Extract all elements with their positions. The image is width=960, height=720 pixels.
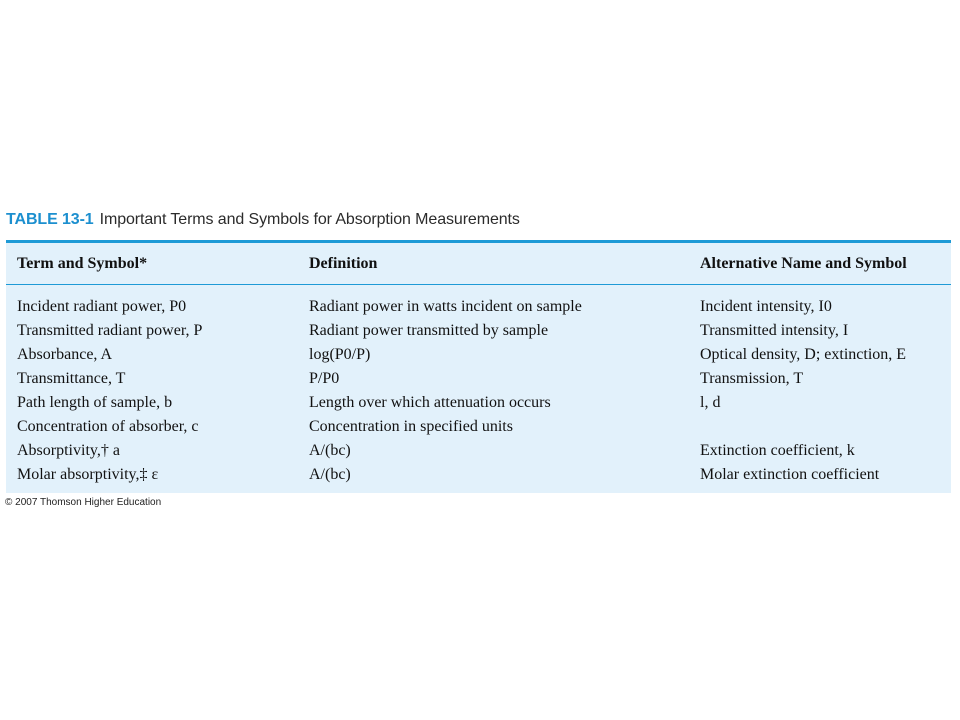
terms-table (6, 240, 951, 493)
table-row (6, 370, 951, 394)
table-row (6, 322, 951, 346)
alternative-cell: Incident intensity, I0 (700, 298, 832, 315)
table-row (6, 418, 951, 442)
copyright-footer: © 2007 Thomson Higher Education (5, 497, 162, 508)
table-row (6, 298, 951, 322)
term-cell: Molar absorptivity,‡ ε (17, 466, 159, 483)
alternative-cell: Optical density, D; extinction, E (700, 346, 907, 363)
table-title (6, 211, 520, 229)
header-definition: Definition (309, 255, 378, 272)
alternative-cell: l, d (700, 394, 721, 411)
definition-cell: Concentration in specified units (309, 418, 513, 435)
definition-cell: Radiant power transmitted by sample (309, 322, 549, 339)
term-cell: Concentration of absorber, c (17, 418, 199, 435)
term-cell: Transmitted radiant power, P (17, 322, 203, 339)
table-row (6, 442, 951, 466)
definition-cell: Length over which attenuation occurs (309, 394, 551, 411)
term-cell: Absorptivity,† a (17, 442, 120, 459)
alternative-cell: Molar extinction coefficient (700, 466, 880, 483)
alternative-cell: Transmission, T (700, 370, 804, 387)
definition-cell: log(P0/P) (309, 346, 371, 363)
table-row (6, 394, 951, 418)
table-row (6, 346, 951, 370)
definition-cell: Radiant power in watts incident on sample (309, 298, 582, 315)
table-label: TABLE 13-1 (6, 211, 94, 228)
alternative-cell: Extinction coefficient, k (700, 442, 855, 459)
definition-cell: A/(bc) (309, 442, 351, 459)
header-alternative: Alternative Name and Symbol (700, 255, 907, 272)
term-cell: Transmittance, T (17, 370, 126, 387)
table-caption: Important Terms and Symbols for Absorption Measurements (99, 211, 520, 228)
alternative-cell: Transmitted intensity, I (700, 322, 849, 339)
header-divider (6, 284, 951, 285)
term-cell: Incident radiant power, P0 (17, 298, 187, 315)
table-row (6, 466, 951, 490)
term-cell: Path length of sample, b (17, 394, 173, 411)
definition-cell: P/P0 (309, 370, 340, 387)
header-term: Term and Symbol* (17, 255, 148, 272)
term-cell: Absorbance, A (17, 346, 113, 363)
definition-cell: A/(bc) (309, 466, 351, 483)
